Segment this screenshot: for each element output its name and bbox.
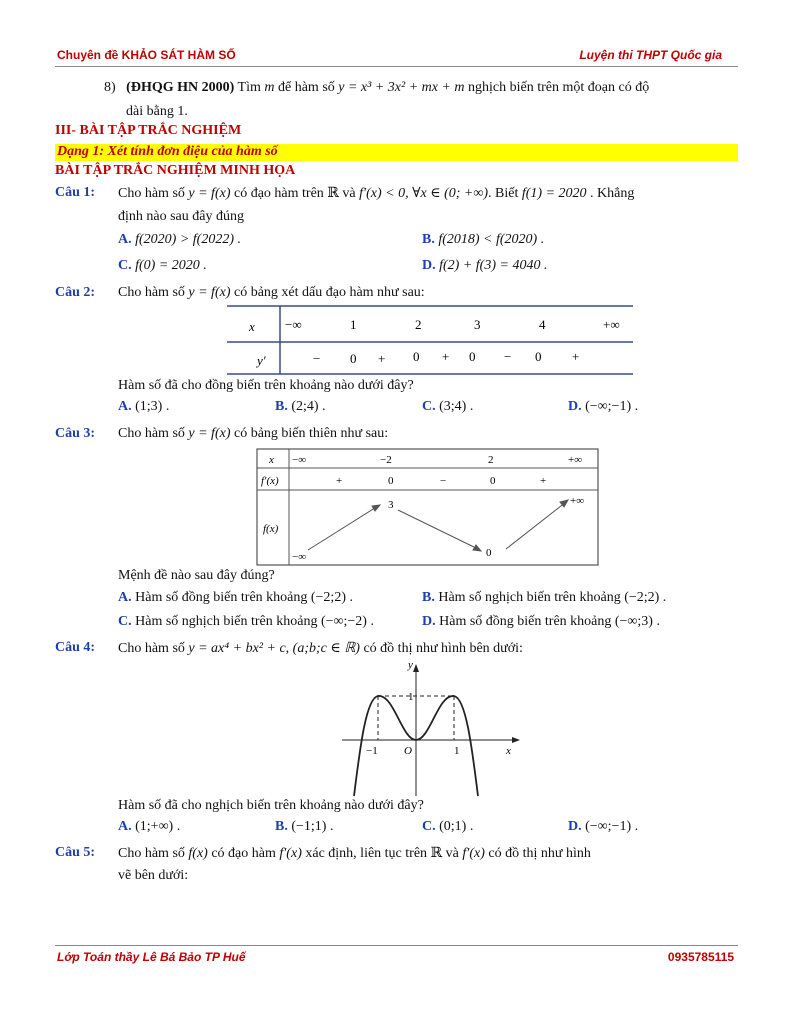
q3-label: Câu 3: [55,426,96,441]
section-title: III- BÀI TẬP TRẮC NGHIỆM [55,123,242,138]
q2-sign4: + [442,349,450,364]
q3-sign2: − [440,475,447,487]
q2-sign0: − [313,351,321,366]
q2-sign6: − [504,349,512,364]
q3-sign3: 0 [490,475,496,487]
q2-x4: 4 [539,317,546,332]
q2-sign2: + [378,351,386,366]
q4-tick-neg1: −1 [366,745,378,757]
q4-option-c[interactable]: C. (0;1) . [422,819,474,834]
q1-option-d[interactable]: D. f(2) + f(3) = 4040 . [422,258,548,273]
q3-sign0: + [336,475,343,487]
q3-table-border [257,449,598,565]
q3-fval-min: 0 [486,547,492,559]
q3-sign4: + [540,475,547,487]
q3-arrowhead-1 [372,505,380,511]
q4-label: Câu 4: [55,640,96,655]
q2-sign7: 0 [535,349,542,364]
q2-option-c[interactable]: C. (3;4) . [422,399,474,414]
q3-fval-minf: −∞ [292,551,307,563]
q1-line2: định nào sau đây đúng [118,209,244,224]
header-rule [55,66,738,67]
q4-origin: O [404,745,412,757]
q3-line1: Cho hàm số y = f(x) có bảng biến thiên như sau: [118,426,389,441]
q2-option-d[interactable]: D. (−∞;−1) . [568,399,639,414]
q2-sign-table [225,304,635,376]
q3-arrowhead-2 [473,545,481,551]
q3-variation-table [256,448,600,566]
q2-option-a[interactable]: A. (1;3) . [118,399,170,414]
q3-x0: −∞ [292,454,307,466]
q2-sign8: + [572,349,580,364]
q3-option-c[interactable]: C. Hàm số nghịch biến trên khoảng (−∞;−2) . [118,614,374,629]
q4-graph [336,658,526,798]
footer-right: 0935785115 [667,950,734,964]
q1-option-b[interactable]: B. f(2018) < f(2020) . [422,232,545,247]
q1-line1: Cho hàm số y = f(x) có đạo hàm trên ℝ và f′(x) < 0, ∀x ∈ (0; +∞). Biết f(1) = 2020 . Khẳng [118,186,635,201]
q2-question: Hàm số đã cho đồng biến trên khoảng nào dưới đây? [118,378,414,393]
q4-ytick-1: 1 [408,691,414,703]
q4-y-arrow [413,664,419,672]
q4-question: Hàm số đã cho nghịch biến trên khoảng nào dưới đây? [118,798,424,813]
q3-arrow-down [398,510,478,549]
q4-tick-pos1: 1 [454,745,460,757]
q3-arrow-up-1 [308,506,378,550]
q2-x5: +∞ [603,317,620,332]
q2-line1: Cho hàm số y = f(x) có bảng xét dấu đạo hàm như sau: [118,285,425,300]
q3-sign1: 0 [388,475,394,487]
q4-x-arrow [512,737,520,743]
q3-x2: 2 [488,454,494,466]
problem8-line1: 8) (ĐHQG HN 2000) Tìm m để hàm số y = x³ + 3x² + mx + m nghịch biến trên một đoạn có độ [104,80,650,95]
q3-flabel: f(x) [263,523,279,535]
q3-arrow-up-2 [506,502,566,549]
q3-question: Mệnh đề nào sau đây đúng? [118,568,275,583]
q5-line2: vẽ bên dưới: [118,868,189,883]
q3-option-a[interactable]: A. Hàm số đồng biến trên khoảng (−2;2) . [118,590,353,605]
q2-x2: 2 [415,317,422,332]
q4-option-a[interactable]: A. (1;+∞) . [118,819,181,834]
q3-fplabel: f′(x) [261,475,279,487]
q3-option-b[interactable]: B. Hàm số nghịch biến trên khoảng (−2;2) . [422,590,667,605]
q4-option-b[interactable]: B. (−1;1) . [275,819,334,834]
q5-line1: Cho hàm số f(x) có đạo hàm f′(x) xác định, liên tục trên ℝ và f′(x) có đồ thị như hình [118,846,591,861]
q2-x1: 1 [350,317,357,332]
header-left: Chuyên đề KHẢO SÁT HÀM SỐ [57,48,236,62]
q5-label: Câu 5: [55,845,96,860]
q3-option-d[interactable]: D. Hàm số đồng biến trên khoảng (−∞;3) . [422,614,660,629]
q3-fval-max: 3 [388,499,394,511]
header-right: Luyện thi THPT Quốc gia [579,48,722,62]
q2-option-b[interactable]: B. (2;4) . [275,399,326,414]
q4-line1: Cho hàm số y = ax⁴ + bx² + c, (a;b;c ∈ ℝ) có đồ thị như hình bên dưới: [118,641,523,656]
q4-option-d[interactable]: D. (−∞;−1) . [568,819,639,834]
q2-label: Câu 2: [55,285,96,300]
subheading: BÀI TẬP TRẮC NGHIỆM MINH HỌA [55,163,296,178]
q1-option-c[interactable]: C. f(0) = 2020 . [118,258,207,273]
dang1-title: Dạng 1: Xét tính đơn điệu của hàm số [57,144,278,159]
q4-xlabel: x [506,745,511,757]
q3-xlabel: x [269,454,274,466]
q2-x0: −∞ [285,317,302,332]
footer-left: Lớp Toán thầy Lê Bá Bảo TP Huế [57,950,246,964]
q3-fval-pinf: +∞ [570,495,585,507]
q2-sign3: 0 [413,349,420,364]
q2-ylabel: y′ [257,353,266,368]
footer-rule [55,945,738,946]
q2-xlabel: x [249,319,255,334]
q2-sign5: 0 [469,349,476,364]
problem8-line2: dài bằng 1. [126,104,188,119]
q1-label: Câu 1: [55,185,96,200]
q2-sign1: 0 [350,351,357,366]
q2-x3: 3 [474,317,481,332]
q1-option-a[interactable]: A. f(2020) > f(2022) . [118,232,241,247]
q3-x1: −2 [380,454,392,466]
q3-x3: +∞ [568,454,583,466]
q4-ylabel: y [408,659,413,671]
